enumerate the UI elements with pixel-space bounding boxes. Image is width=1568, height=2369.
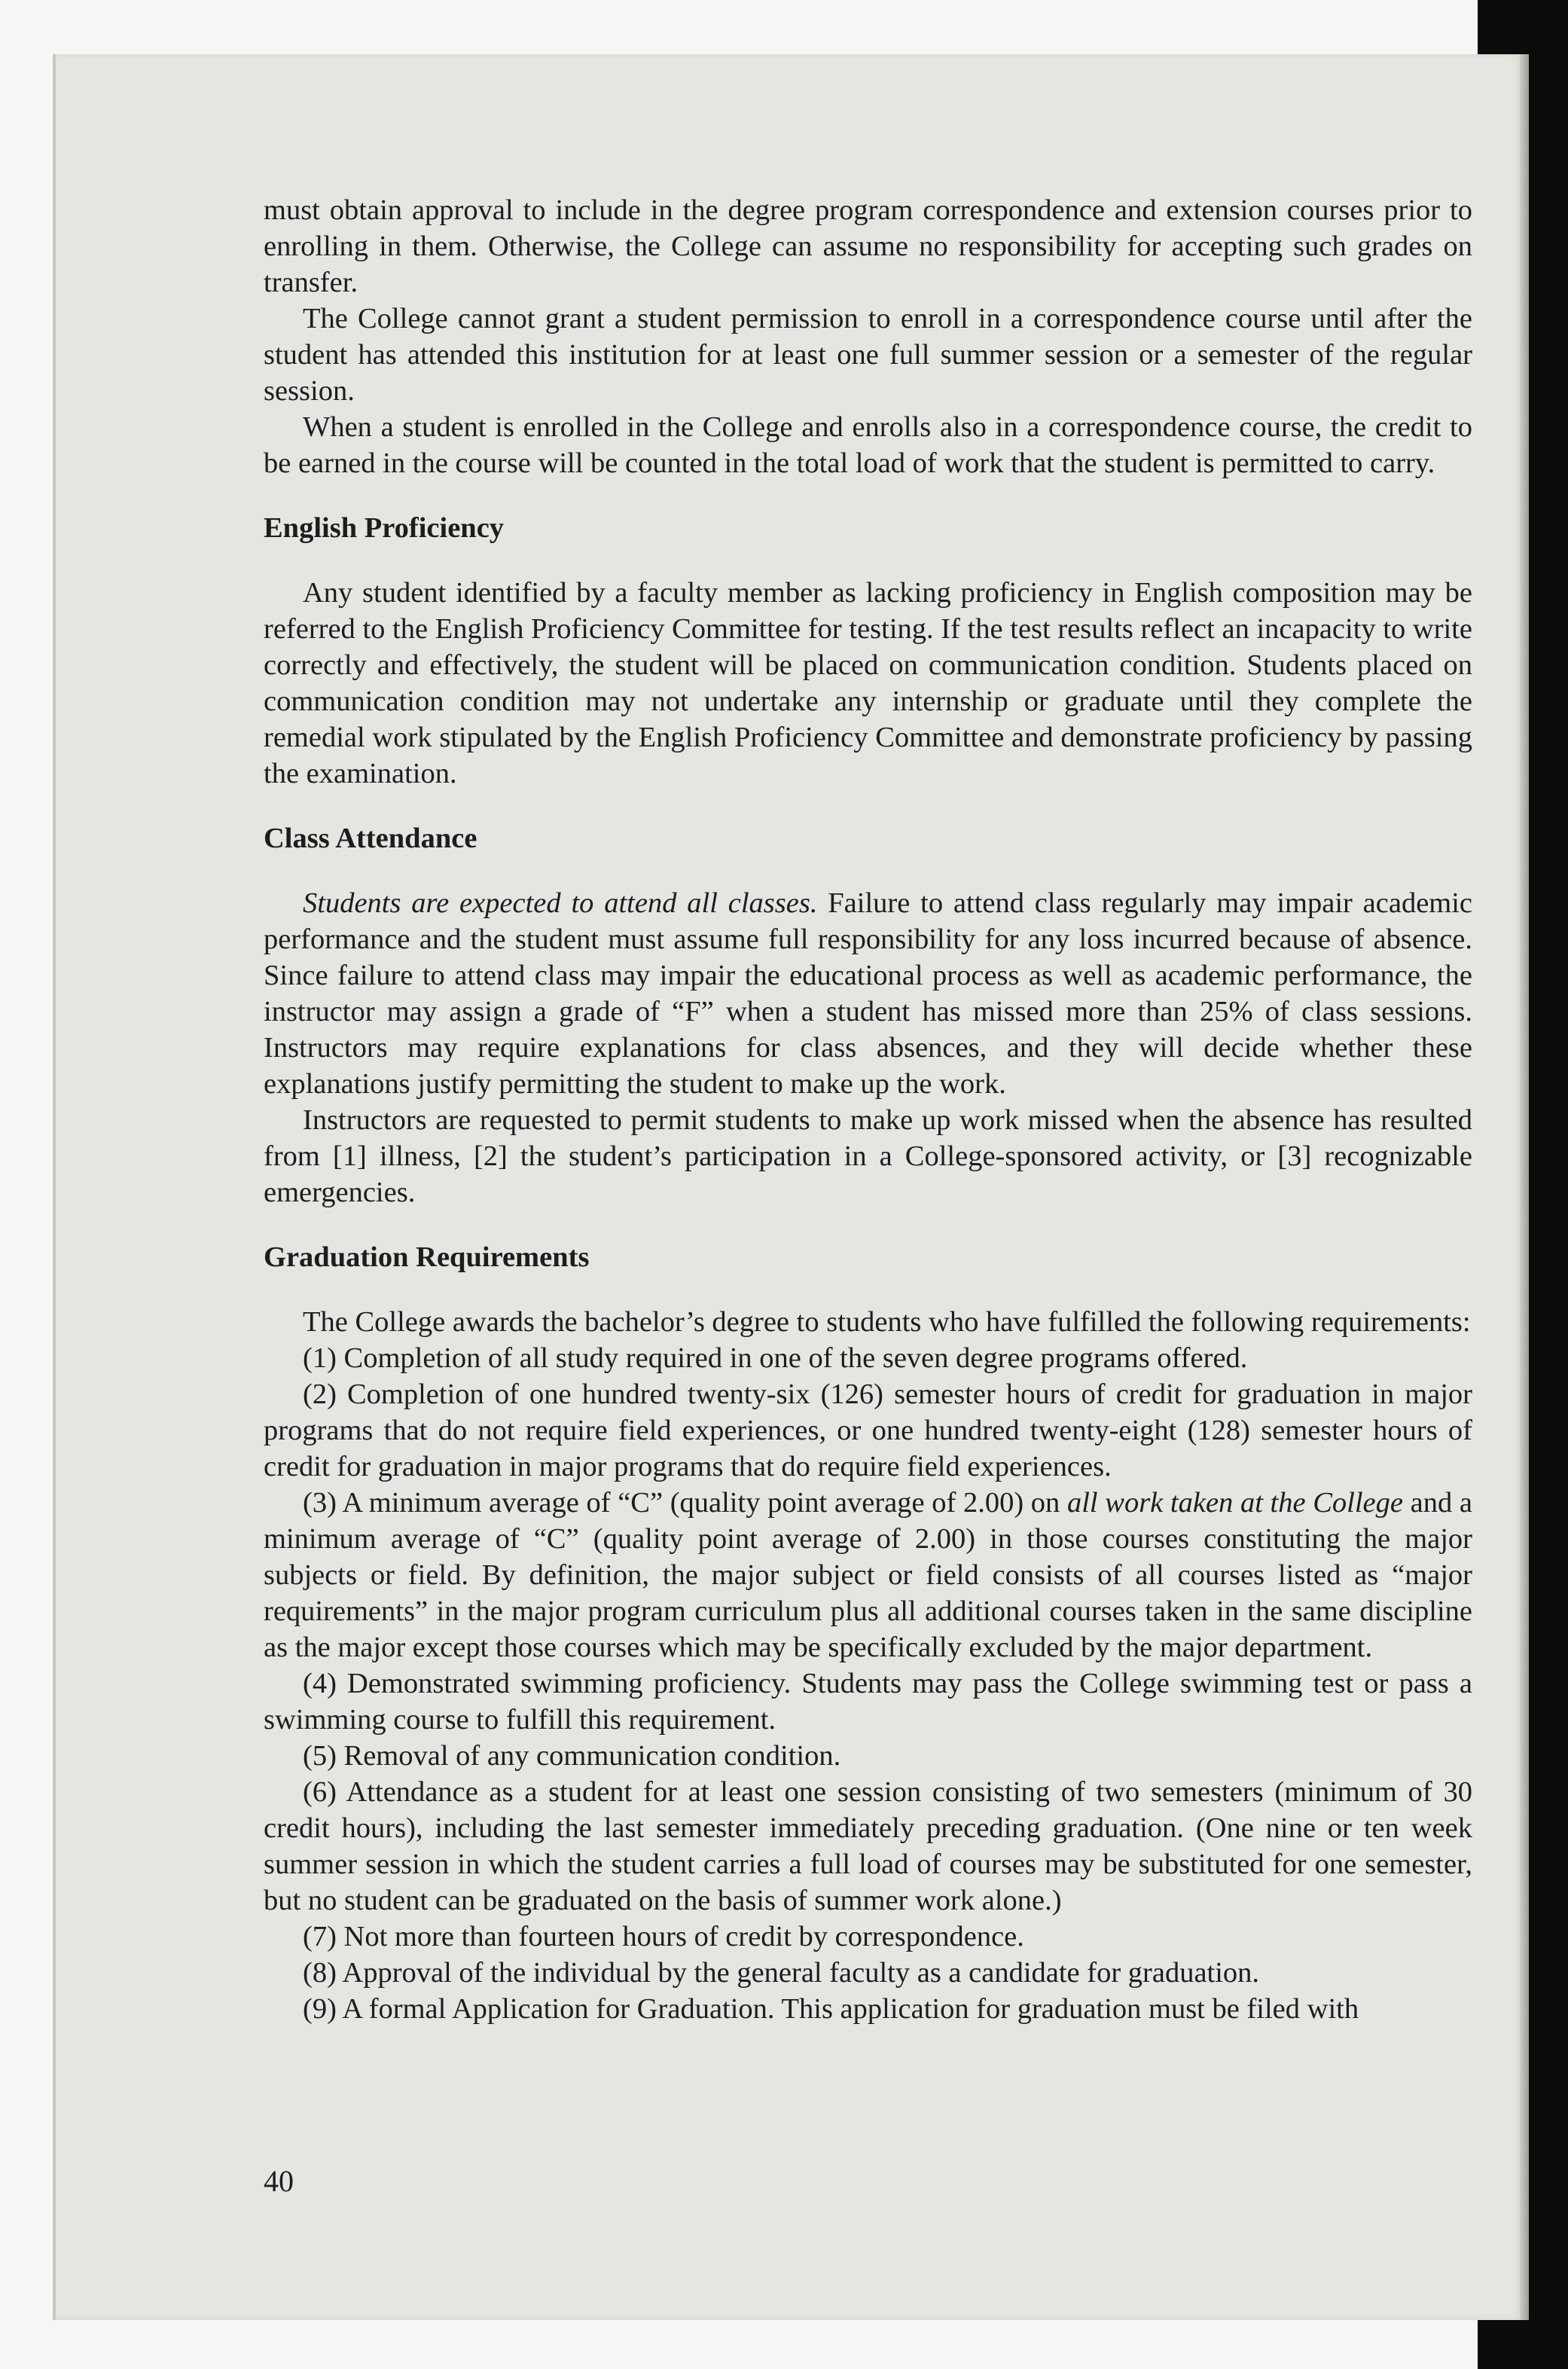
english-proficiency-body: Any student identified by a faculty member as lacking proficiency in English composition may be referred to the English Proficiency Committee for testing. If the test results reflect an incapacity to write correctly and effectively, the student will be placed on communication condition. Students placed on communication condition may not undertake any internship or graduate until they complete the remedial work stipulated by the English Proficiency Committee and demonstrate proficiency by passing the examination. (264, 577, 1472, 789)
attendance-lead-italic: Students are expected to attend all classes. (303, 887, 818, 919)
heading-class-attendance: Class Attendance (264, 823, 477, 854)
requirement-3-italic: all work taken at the College (1066, 1487, 1403, 1519)
requirement-item-6: (6) Attendance as a student for at least one session consisting of two semesters (minimum of 30 credit hours), including the last semester immediately preceding graduation. (One nine or ten week summer session in which the student carries a full load of courses may be substituted for one semester, but no student can be graduated on the basis of summer work alone.) (264, 1776, 1472, 1916)
requirement-item-2: (2) Completion of one hundred twenty-six (126) semester hours of credit for graduation in major programs that do not require field experiences, or one hundred twenty-eight (128) semester hours of credit for graduation in major programs that do require field experiences. (264, 1378, 1472, 1482)
graduation-intro: The College awards the bachelor’s degree to students who have fulfilled the following requirements: (303, 1306, 1471, 1338)
page-edge (1520, 54, 1529, 2320)
requirement-3-part-b: and a minimum average of “C” (quality point average of 2.00) in those courses constituting the major subjects or field. By definition, the major subject or field consists of all courses listed as “major requirements” in the major program curriculum plus all additional courses taken in the same discipline as the major except those courses which may be specifically excluded by the major department. (264, 1487, 1472, 1663)
page-content (264, 192, 1472, 2027)
requirement-item-7: (7) Not more than fourteen hours of credit by correspondence. (303, 1921, 1024, 1952)
requirement-3-part-a: (3) A minimum average of “C” (quality point average of 2.00) on (303, 1487, 1067, 1519)
requirement-item-3 (264, 1485, 1472, 1665)
class-attendance-paragraph-2: Instructors are requested to permit students to make up work missed when the absence has resulted from [1] illness, [2] the student’s participation in a College-sponsored activity, or [3] recognizable emergencies. (264, 1104, 1472, 1208)
intro-paragraph-1: must obtain approval to include in the degree program correspondence and extension courses prior to enrolling in them. Otherwise, the College can assume no responsibility for accepting such grades on transfer. (264, 194, 1472, 298)
heading-english-proficiency: English Proficiency (264, 512, 505, 544)
heading-graduation-requirements: Graduation Requirements (264, 1241, 590, 1273)
page-number: 40 (264, 2164, 294, 2198)
requirement-item-4: (4) Demonstrated swimming proficiency. Students may pass the College swimming test or pass a swimming course to fulfill this requirement. (264, 1668, 1472, 1736)
intro-paragraph-3: When a student is enrolled in the College and enrolls also in a correspondence course, the credit to be earned in the course will be counted in the total load of work that the student is permitted to carry. (264, 411, 1472, 479)
requirement-item-9: (9) A formal Application for Graduation. This application for graduation must be filed with (303, 1993, 1359, 2025)
class-attendance-paragraph-1 (264, 885, 1472, 1102)
requirement-item-1: (1) Completion of all study required in one of the seven degree programs offered. (303, 1342, 1248, 1374)
intro-paragraph-2: The College cannot grant a student permission to enroll in a correspondence course until after the student has attended this institution for at least one full summer session or a semester of the regular session. (264, 303, 1472, 407)
requirement-item-8: (8) Approval of the individual by the general faculty as a candidate for graduation. (303, 1957, 1260, 1989)
requirement-item-5: (5) Removal of any communication condition. (303, 1740, 841, 1772)
attendance-body-1: Failure to attend class regularly may impair academic performance and the student must assume full responsibility for any loss incurred because of absence. Since failure to attend class may impair the educational process as well as academic performance, the instructor may assign a grade of “F” when a student has missed more than 25% of class sessions. Instructors may require explanations for class absences, and they will decide whether these explanations justify permitting the student to make up the work. (264, 887, 1473, 1100)
